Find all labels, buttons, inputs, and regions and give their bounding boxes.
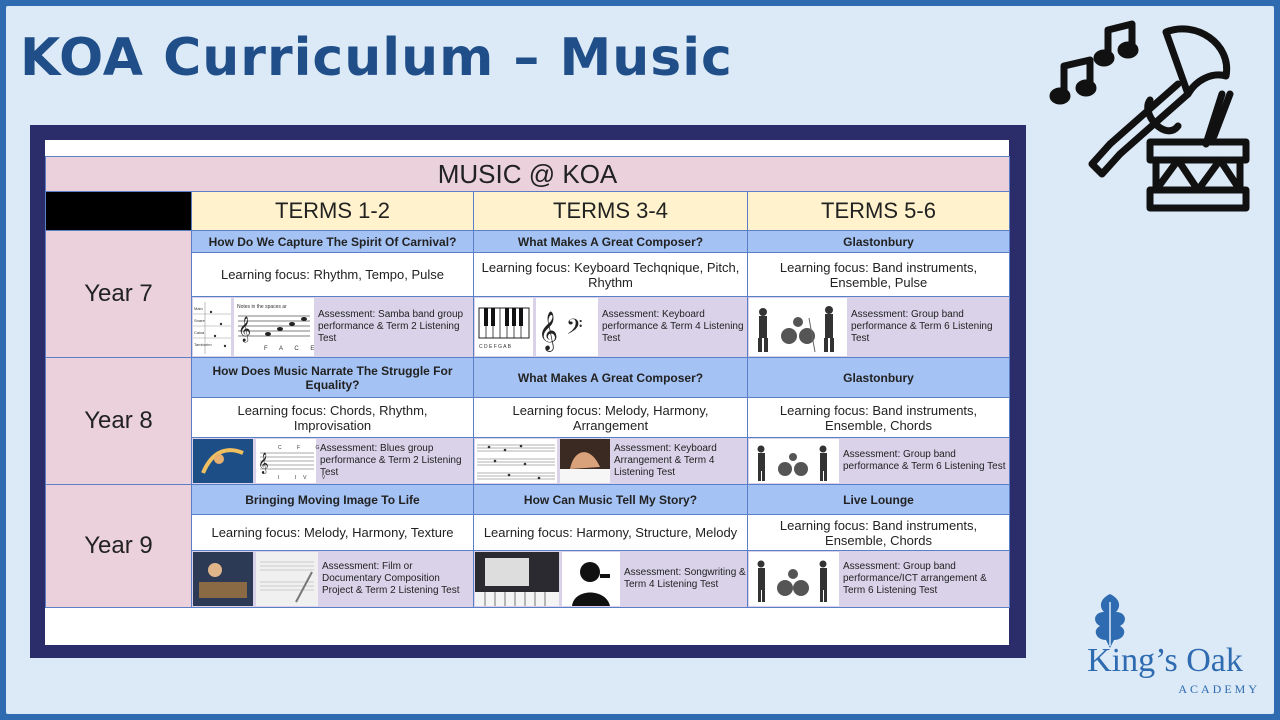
sheet-music-image: [475, 439, 557, 483]
clefs-image: [536, 298, 598, 356]
assessment-text: Assessment: Group band performance/ICT arrangement & Term 6 Listening Test: [843, 561, 987, 596]
face-letters: F A C E: [264, 346, 320, 352]
learning-focus: Learning focus: Chords, Rhythm, Improvisation: [192, 398, 474, 438]
face-staff-image: [234, 298, 320, 356]
assessment-text: Assessment: Blues group performance & Term 2 Listening Test: [320, 443, 462, 478]
learning-focus: Learning focus: Rhythm, Tempo, Pulse: [192, 253, 474, 297]
assessment-cell: [192, 438, 474, 485]
oak-leaf-icon: [1070, 590, 1260, 650]
svg-text:𝄞: 𝄞: [258, 453, 269, 474]
svg-text:𝄢: 𝄢: [566, 315, 583, 345]
unit-question: Live Lounge: [748, 485, 1010, 515]
saxophonist-image: [193, 439, 253, 483]
unit-question: What Makes A Great Composer?: [474, 358, 748, 398]
blues-chords-image: [256, 439, 333, 483]
school-subtitle: ACADEMY: [1178, 682, 1260, 696]
band-image: [749, 439, 839, 483]
staff-caption: Notes in the spaces ar: [237, 304, 287, 310]
table-heading: MUSIC @ KOA: [46, 157, 1010, 192]
svg-text:𝄞: 𝄞: [538, 311, 559, 351]
film-composer-image: [193, 552, 253, 606]
school-name: King’s Oak: [1087, 642, 1243, 679]
school-logo: [1070, 590, 1260, 700]
learning-focus: Learning focus: Melody, Harmony, Texture: [192, 515, 474, 551]
piano-hands-image: [560, 439, 610, 483]
corner-cell: [46, 192, 192, 231]
assessment-cell: [474, 438, 748, 485]
unit-question: Bringing Moving Image To Life: [192, 485, 474, 515]
slide-title: KOA Curriculum – Music: [20, 28, 733, 88]
unit-question: How Do We Capture The Spirit Of Carnival?: [192, 231, 474, 253]
assessment-text: Assessment: Samba band group performance & Term 2 Listening Test: [318, 309, 464, 344]
curriculum-table: [45, 156, 1010, 608]
unit-question: How Does Music Narrate The Struggle For Equality?: [192, 358, 474, 398]
rhythm-label: Main: [194, 306, 203, 311]
assessment-cell: [748, 438, 1010, 485]
rhythm-label: Caixa: [194, 330, 205, 335]
assessment-text: Assessment: Keyboard performance & Term 4 Listening Test: [602, 309, 744, 344]
assessment-cell: [748, 551, 1010, 608]
year-label: Year 9: [46, 485, 192, 608]
assessment-text: Assessment: Group band performance & Term 6 Listening Test: [843, 449, 1006, 472]
learning-focus: Learning focus: Keyboard Techqnique, Pitch, Rhythm: [474, 253, 748, 297]
keyboard-letters: C D E F G A B: [479, 344, 511, 350]
assessment-text: Assessment: Film or Documentary Composition Project & Term 2 Listening Test: [322, 561, 460, 596]
assessment-cell: [192, 297, 474, 358]
band-image: [749, 298, 847, 356]
assessment-cell: [474, 297, 748, 358]
learning-focus: Learning focus: Melody, Harmony, Arrangement: [474, 398, 748, 438]
rhythm-label: Snare: [194, 318, 205, 323]
unit-question: Glastonbury: [748, 231, 1010, 253]
keyboard-laptop-image: [475, 552, 559, 606]
assessment-text: Assessment: Keyboard Arrangement & Term 4 Listening Test: [614, 443, 717, 478]
svg-text:𝄞: 𝄞: [238, 317, 252, 342]
year-label: Year 8: [46, 358, 192, 485]
chord-letters: C F G: [278, 445, 327, 451]
singer-image: [562, 552, 620, 606]
assessment-cell: [474, 551, 748, 608]
learning-focus: Learning focus: Harmony, Structure, Melody: [474, 515, 748, 551]
year-label: Year 7: [46, 231, 192, 358]
unit-question: What Makes A Great Composer?: [474, 231, 748, 253]
score-writing-image: [256, 552, 318, 606]
term-header-3: TERMS 5-6: [748, 192, 1010, 231]
keyboard-image: [475, 298, 533, 356]
rhythm-grid-image: [193, 298, 231, 356]
rhythm-label: Tamborim: [194, 342, 212, 347]
unit-question: Glastonbury: [748, 358, 1010, 398]
learning-focus: Learning focus: Band instruments, Ensemble, Chords: [748, 515, 1010, 551]
learning-focus: Learning focus: Band instruments, Ensemble, Pulse: [748, 253, 1010, 297]
roman-numerals: I IV V: [278, 475, 333, 481]
assessment-text: Assessment: Group band performance & Term 6 Listening Test: [851, 309, 993, 344]
term-header-2: TERMS 3-4: [474, 192, 748, 231]
term-header-1: TERMS 1-2: [192, 192, 474, 231]
assessment-cell: [192, 551, 474, 608]
learning-focus: Learning focus: Band instruments, Ensemble, Chords: [748, 398, 1010, 438]
trumpet-drum-music-icon: [1046, 14, 1256, 224]
band-image: [749, 552, 839, 606]
assessment-text: Assessment: Songwriting & Term 4 Listening Test: [624, 567, 746, 590]
unit-question: How Can Music Tell My Story?: [474, 485, 748, 515]
assessment-cell: [748, 297, 1010, 358]
